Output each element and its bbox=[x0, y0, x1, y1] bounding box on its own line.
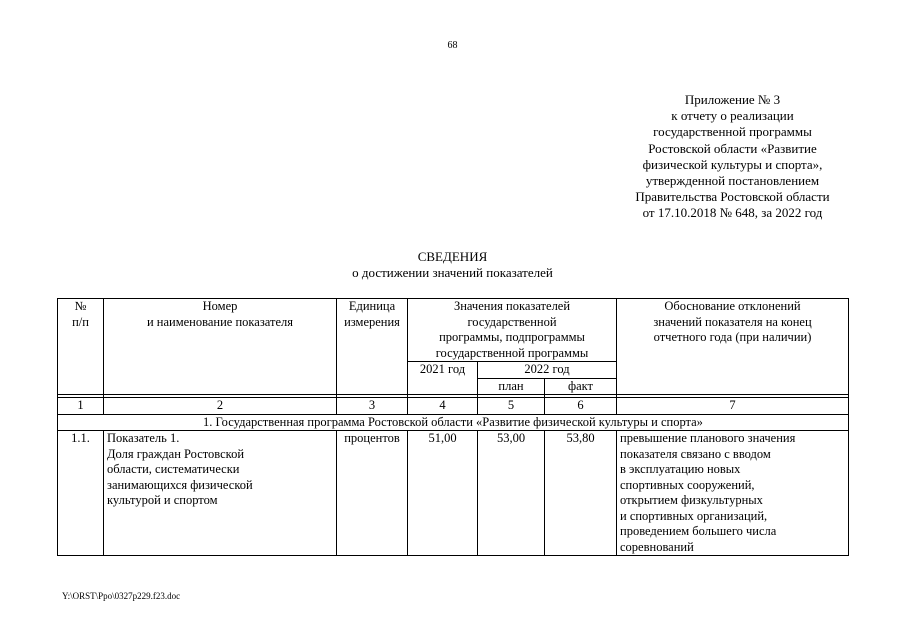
column-number-row bbox=[58, 398, 849, 415]
appendix-line: Правительства Ростовской области bbox=[635, 189, 830, 205]
header-unit: Единица измерения bbox=[337, 299, 408, 395]
appendix-line: Приложение № 3 bbox=[684, 92, 781, 107]
appendix-line: физической культуры и спорта», bbox=[642, 156, 823, 172]
appendix-line: государственной программы bbox=[653, 124, 812, 140]
column-number: 3 bbox=[337, 398, 408, 415]
appendix-line: Ростовской области «Развитие bbox=[648, 140, 817, 156]
appendix-block bbox=[600, 92, 865, 222]
title-main: СВЕДЕНИЯ bbox=[417, 249, 488, 264]
indicators-table bbox=[57, 298, 849, 556]
header-plan: план bbox=[478, 378, 545, 395]
header-2021: 2021 год bbox=[408, 362, 478, 395]
section-title: 1. Государственная программа Ростовской области «Развитие физической культуры и спорта» bbox=[58, 414, 849, 431]
deviation-justification: превышение планового значения показателя связано с вводом в эксплуатацию новых спортивных сооружений, открытием физкультурных и спортивных организаций, проведением большего числа соревнований bbox=[617, 431, 849, 556]
column-number: 6 bbox=[545, 398, 617, 415]
indicator-unit: процентов bbox=[337, 431, 408, 556]
title-sub: о достижении значений показателей bbox=[352, 265, 553, 280]
header-2022: 2022 год bbox=[478, 362, 617, 379]
header-values: Значения показателей государственной программы, подпрограммы государственной программы bbox=[408, 299, 617, 362]
header-row bbox=[58, 299, 849, 362]
plan-2022: 53,00 bbox=[478, 431, 545, 556]
appendix-line: от 17.10.2018 № 648, за 2022 год bbox=[642, 205, 823, 221]
section-row bbox=[58, 414, 849, 431]
column-number: 7 bbox=[617, 398, 849, 415]
appendix-line: к отчету о реализации bbox=[671, 108, 794, 124]
column-number: 4 bbox=[408, 398, 478, 415]
indicator-name: Показатель 1. Доля граждан Ростовской области, систематически занимающихся физической культурой и спортом bbox=[104, 431, 337, 556]
document-title bbox=[0, 249, 905, 281]
header-num: № п/п bbox=[58, 299, 104, 395]
page-number: 68 bbox=[447, 40, 458, 51]
column-number: 1 bbox=[58, 398, 104, 415]
header-fact: факт bbox=[545, 378, 617, 395]
value-2021: 51,00 bbox=[408, 431, 478, 556]
column-number: 5 bbox=[478, 398, 545, 415]
appendix-line: утвержденной постановлением bbox=[645, 173, 820, 189]
header-justification: Обоснование отклонений значений показателя на конец отчетного года (при наличии) bbox=[617, 299, 849, 395]
row-number: 1.1. bbox=[58, 431, 104, 556]
file-path-footer: Y:\ORST\Ppo\0327p229.f23.doc bbox=[62, 591, 181, 601]
header-name: Номер и наименование показателя bbox=[104, 299, 337, 395]
fact-2022: 53,80 bbox=[545, 431, 617, 556]
column-number: 2 bbox=[104, 398, 337, 415]
table-row bbox=[58, 431, 849, 556]
